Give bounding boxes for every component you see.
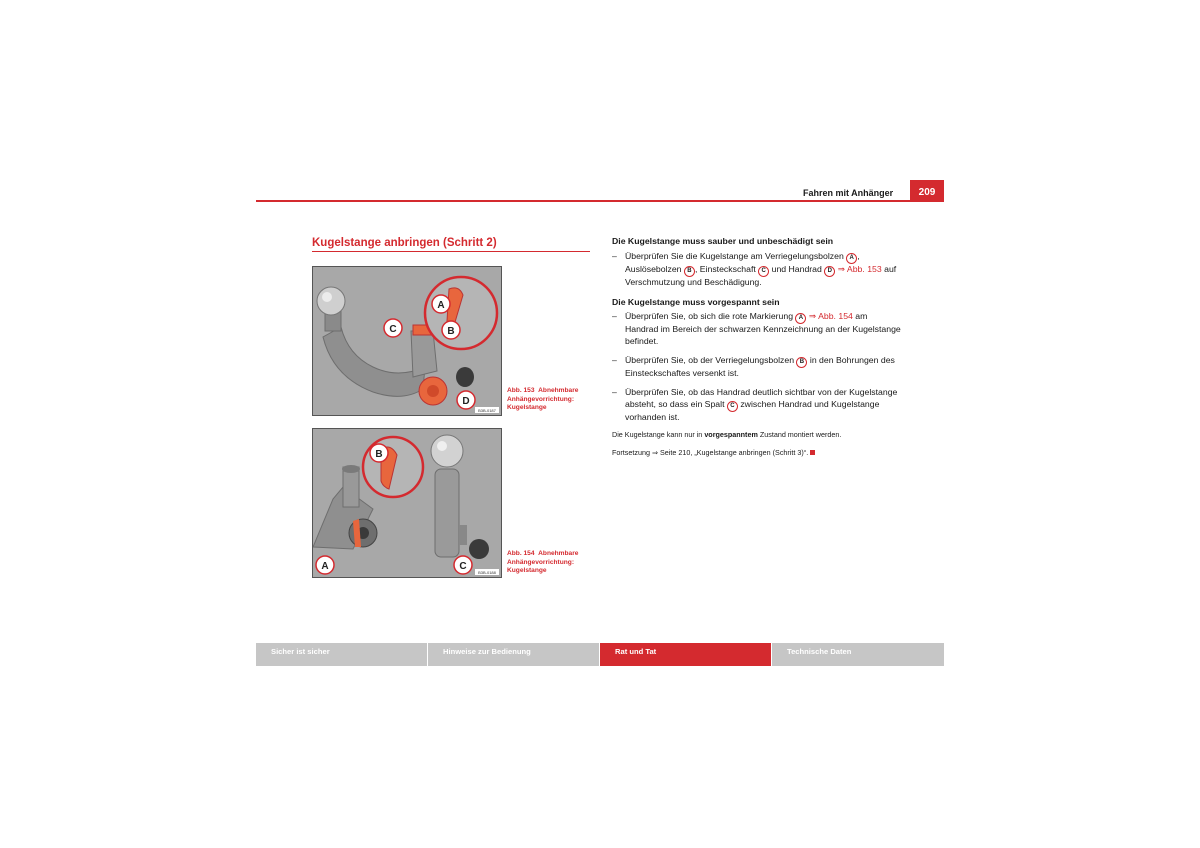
item-text: in den Bohrungen des Einsteckschaftes versenkt ist. <box>625 354 895 378</box>
list-item <box>612 311 902 348</box>
footer-tab-technical-data[interactable]: Technische Daten <box>772 643 944 666</box>
item-text: Überprüfen Sie, ob das Handrad deutlich sichtbar von der Kugelstange absteht, so dass ein Spalt <box>625 386 898 409</box>
marker-a-icon: A <box>846 253 857 264</box>
figure-154-caption-text: Abnehmbare Anhängevorrichtung: Kugelstange <box>507 550 579 574</box>
item-text: am Handrad im Bereich der schwarzen Kennzeichnung an der Kugelstange befindet. <box>625 311 901 347</box>
figure-153-marker-d: D <box>462 396 470 407</box>
list-item <box>612 355 902 380</box>
continuation-link[interactable]: Fortsetzung ⇒ Seite 210, „Kugelstange anbringen (Schritt 3)“. <box>612 448 809 458</box>
note-text: Zustand montiert werden. <box>757 430 842 440</box>
section-title: Fahren mit Anhänger <box>803 188 894 198</box>
footer-tab-advice[interactable]: Rat und Tat <box>600 643 771 666</box>
instructions-column <box>612 236 902 458</box>
marker-a-icon: A <box>795 313 806 324</box>
figure-154-caption-number: Abb. 154 <box>507 550 535 557</box>
note-emphasis: vorgespanntem <box>704 430 758 440</box>
figure-153-marker-c: C <box>389 324 397 335</box>
figure-link-153[interactable]: ⇒ Abb. 153 <box>837 263 882 274</box>
item-text: Überprüfen Sie, ob der Verriegelungsbolzen <box>625 354 795 365</box>
marker-b-icon: B <box>684 266 695 277</box>
figure-153-marker-a: A <box>437 300 445 311</box>
item-text: , Einsteckschaft <box>694 263 756 274</box>
tow-ball-illustration-1 <box>313 267 501 415</box>
figure-154-marker-a: A <box>321 561 329 572</box>
list-item <box>612 387 902 424</box>
note-pretensioned <box>612 430 902 440</box>
marker-b-icon: B <box>796 357 807 368</box>
marker-d-icon: D <box>824 266 835 277</box>
tow-ball-illustration-2 <box>313 429 501 577</box>
figure-154 <box>312 428 502 578</box>
item-text: zwischen Handrad und Kugelstange vorhanden ist. <box>625 398 880 422</box>
item-text: und Handrad <box>769 263 822 274</box>
figure-153-code: B3B-0187 <box>478 408 496 413</box>
marker-c-icon: C <box>727 401 738 412</box>
page-heading: Kugelstange anbringen (Schritt 2) <box>312 237 590 252</box>
item-text: auf Verschmutzung und Beschädigung. <box>625 263 897 287</box>
continuation-note <box>612 448 902 458</box>
figure-153 <box>312 266 502 416</box>
footer-tab-operation[interactable]: Hinweise zur Bedienung <box>428 643 599 666</box>
figure-153-caption-text: Abnehmbare Anhängevorrichtung: Kugelstange <box>507 387 579 411</box>
marker-c-icon: C <box>758 266 769 277</box>
footer-tab-safety[interactable]: Sicher ist sicher <box>256 643 427 666</box>
item-text: , Auslösebolzen <box>625 250 860 274</box>
subheading-clean: Die Kugelstange muss sauber und unbeschädigt sein <box>612 236 834 246</box>
header-rule <box>256 200 944 202</box>
page-number: 209 <box>910 180 944 201</box>
end-of-section-icon <box>810 450 815 455</box>
figure-154-marker-b: B <box>375 449 383 460</box>
figure-154-caption <box>507 550 597 576</box>
note-text: Die Kugelstange kann nur in <box>612 430 705 440</box>
list-item <box>612 251 902 289</box>
figure-153-marker-b: B <box>447 326 455 337</box>
figure-153-caption <box>507 387 597 413</box>
subheading-pretensioned: Die Kugelstange muss vorgespannt sein <box>612 296 780 307</box>
figure-153-caption-number: Abb. 153 <box>507 387 535 394</box>
figure-link-154[interactable]: ⇒ Abb. 154 <box>808 311 853 322</box>
figure-154-marker-c: C <box>459 561 467 572</box>
item-text: Überprüfen Sie, ob sich die rote Markierung <box>625 311 794 322</box>
figure-154-code: B3B-0188 <box>478 570 496 575</box>
item-text: Überprüfen Sie die Kugelstange am Verriegelungsbolzen <box>625 250 844 261</box>
